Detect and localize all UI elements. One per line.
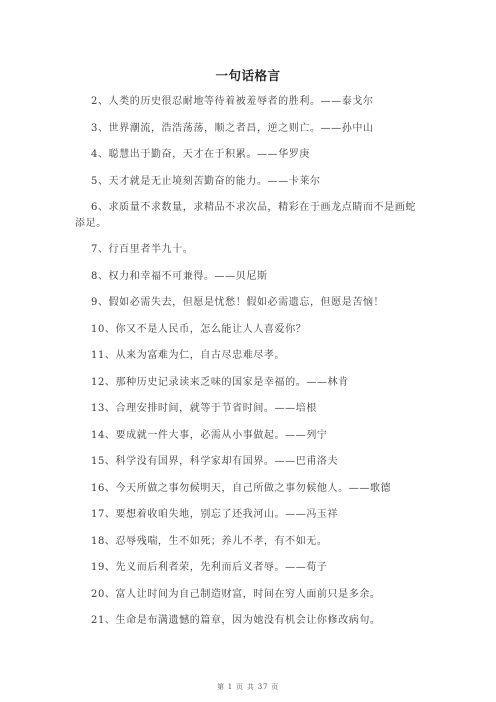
quote-line: 18、忍辱残喘，生不如死；养儿不孝，有不如无。 [91, 535, 328, 547]
quote-line: 20、富人让时间为自己制造财富，时间在穷人面前只是多余。 [91, 588, 381, 600]
quote-line: 7、行百里者半九十。 [91, 244, 194, 255]
quote-line: 19、先义而后利者荣，先利而后义者辱。——荀子 [91, 562, 328, 573]
quote-list [75, 94, 425, 640]
quote-line: 14、要成就一件大事，必需从小事做起。——列宁 [91, 429, 328, 441]
quote-line: 9、假如必需失去，但愿是忧愁！假如必需遗忘，但愿是苦恼！ [91, 297, 385, 308]
quote-line: 15、科学没有国界，科学家却有国界。——巴甫洛夫 [91, 456, 339, 467]
quote-line: 10、你又不是人民币，怎么能让人人喜爱你？ [91, 323, 307, 335]
quote-line: 5、天才就是无止境刻苦勤奋的能力。——卡莱尔 [91, 175, 321, 187]
quote-line: 21、生命是布满遗憾的篇章，因为她没有机会让你修改病句。 [91, 615, 381, 626]
quote-line: 11、从来为富难为仁，自古尽忠难尽孝。 [91, 350, 286, 361]
page-title: 一句话格言 [215, 68, 281, 83]
quote-line: 13、合理安排时间，就等于节省时间。——培根 [91, 403, 317, 414]
quote-line: 3、世界潮流，浩浩荡荡，顺之者昌，逆之则亡。——孙中山 [91, 122, 374, 134]
quote-line: 4、聪慧出于勤奋，天才在于积累。——华罗庚 [91, 149, 310, 160]
quote-line: 16、今天所做之事勿候明天，自己所做之事勿候他人。——歌德 [91, 482, 392, 494]
quote-line: 17、要想着收咱失地，别忘了还我河山。——冯玉祥 [91, 509, 339, 520]
quote-line: 2、人类的历史很忍耐地等待着被羞辱者的胜利。——泰戈尔 [91, 96, 374, 107]
quote-line: 8、权力和幸福不可兼得。——贝尼斯 [91, 270, 268, 282]
quote-line: 6、求质量不求数量，求精品不求次品，精彩在于画龙点睛而不是画蛇添足。 [75, 202, 416, 229]
quote-line: 12、那种历史记录读来乏味的国家是幸福的。——林肯 [91, 376, 349, 388]
page-footer: 第 1 页 共 37 页 [216, 683, 280, 691]
